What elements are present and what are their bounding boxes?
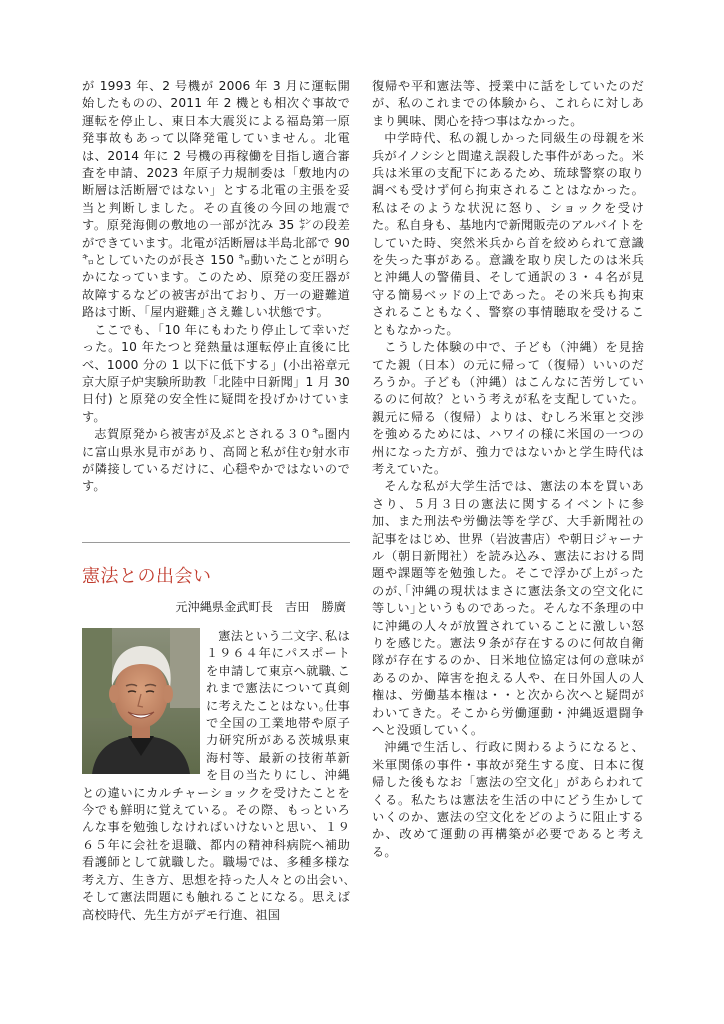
right-paragraph-5: 沖縄で生活し、行政に関わるようになると、米軍関係の事件・事故が発生する度、日本に復帰した後もなお「憲法の空文化」があらわれてくる。私たちは憲法を生活の中にどう生かしていくのか、憲法の空文化をどのように阻止するか、改めて運動の再構築が必要であると考える。 (372, 740, 644, 859)
section-paragraph-1: 憲法という二文字､私は１９６４年にパスポートを申請して東京へ就職､これまで憲法について真剣に考えたことはない｡仕事で全国の工業地帯や原子力研究所がある茨城県東海村等、最新の技術革新を目の当たりにし、沖縄との違いにカルチャーショックを受けたことを今でも鮮明に覚えている。その際、もっといろんな事を勉強しなければいけないと思い、１９６５年に会社を退職、都内の精神科病院へ補助看護師として就職した。職場では、多種多様な考え方、生き方、思想を持った人々との出会い､そして憲法問題にも触れることになる。思えば高校時代、先生方がデモ行進、祖国 (82, 629, 350, 922)
left-paragraph-3: 志賀原発から被害が及ぶとされる３０㌔圏内に富山県氷見市があり、高岡と私が住む射水市が隣接しているだけに、心穏やかではないのです。 (82, 427, 350, 494)
section-body (82, 628, 350, 924)
section-divider (82, 542, 350, 543)
right-paragraph-2: 中学時代、私の親しかった同級生の母親を米兵がイノシシと間違え誤殺した事件があった。米兵は米軍の支配下にあるため、琉球警察の取り調べも受けず何ら拘束されることはなかった。私はそのような状況に怒り、ショックを受けた。私自身も、基地内で新聞販売のアルバイトをしていた時、突然米兵から首を絞められて意識を失った事がある。意識を取り戻したのは米兵と沖縄人の警備員、そして通訳の３・４名が見守る簡易ベッドの上であった。その米兵も拘束されることもなく、警察の事情聴取を受けることもなかった。 (372, 131, 644, 337)
right-paragraph-4: そんな私が大学生活では、憲法の本を買いあさり、５月３日の憲法に関するイベントに参加、また刑法や労働法等を学び、大手新聞社の記事をはじめ、世界（岩波書店）や朝日ジャーナル（朝日新聞社）を読み込み、憲法における問題や課題等を勉強した。そこで浮かび上がったのが､｢沖縄の現状はまさに憲法条文の空文化に等しい｣というものであった。そんな不条理の中に沖縄の人々が放置されていることに激しい怒りを感じた。憲法９条が存在するのに何故自衛隊が存在するのか、日米地位協定は何の意味があるのか、障害を抱える人や、在日外国人の人権は、労働基本権は・・と次から次へと疑問がわいてきた。そこから労働運動・沖縄返還闘争へと没頭していく。 (372, 479, 644, 738)
right-column (372, 78, 644, 861)
right-paragraph-1: 復帰や平和憲法等、授業中に話をしていたのだが、私のこれまでの体験から、これらに対しあまり興味、関心を持つ事はなかった。 (372, 79, 644, 128)
section-title: 憲法との出会い (82, 566, 212, 587)
left-column (82, 78, 350, 496)
left-paragraph-2: ここでも、「10 年にもわたり停止して幸いだった。10 年たつと発熱量は運転停止直後に比べ、1000 分の 1 以下に低下する」(小出裕章元京大原子炉実験所助教「北陸中日新聞」1 月 30 日付) と原発の安全性に疑問を投げかけています。 (82, 322, 350, 424)
left-paragraph-1: が 1993 年、2 号機が 2006 年 3 月に運転開始したものの、2011 年 2 機とも相次ぐ事故で運転を停止し、東日本大震災による福島第一原発事故もあって以降発電していません。北電は、2014 年に 2 号機の再稼働を目指し適合審査を申請、2023 年原子力規制委は「敷地内の断層は活断層ではない」とする北電の主張を妥当と判断しました。その直後の今回の地震です。原発海側の敷地の一部が沈み 35 ㌢の段差ができています。北電が活断層は半島北部で 90 ㌔としていたのが長さ 150 ㌔動いたことが明らかになっています。このため、原発の変圧器が故障するなどの被害が出ており、万一の避難道路は寸断、｢屋内避難｣さえ難しい状態です。 (82, 79, 350, 320)
right-paragraph-3: こうした体験の中で、子ども（沖縄）を見捨てた親（日本）の元に帰って（復帰）いいのだろうか。子ども（沖縄）はこんなに苦労しているのに何故？という考えが私を支配していた。親元に帰る（復帰）よりは、むしろ米軍と交渉を強めるためには、ハワイの様に米国の一つの州になった方が、強力ではないかと学生時代は考えていた。 (372, 340, 644, 476)
author-byline: 元沖縄県金武町長 吉田 勝廣 (175, 600, 346, 614)
